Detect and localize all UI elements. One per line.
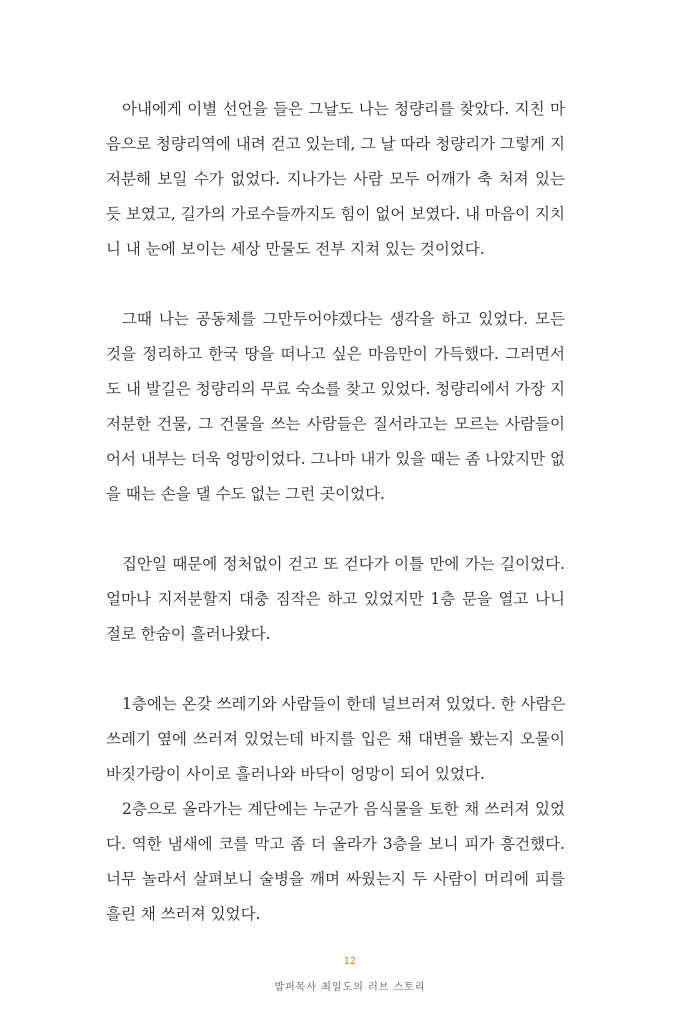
- body-text: [106, 92, 565, 932]
- text-line: 바짓가랑이 사이로 흘러나와 바닥이 엉망이 되어 있었다.: [106, 765, 485, 783]
- text-line: 쓰레기 옆에 쓰러져 있었는데 바지를 입은 채 대변을 봤는지 오물이: [106, 730, 565, 748]
- text-line: 을 때는 손을 댈 수도 없는 그런 곳이었다.: [106, 485, 385, 503]
- paragraph-3: [106, 547, 565, 652]
- text-line: 니 내 눈에 보이는 세상 만물도 전부 지쳐 있는 것이었다.: [106, 240, 485, 258]
- text-line: 아내에게 이별 선언을 들은 그날도 나는 청량리를 찾았다. 지친 마: [122, 100, 565, 118]
- text-line: 듯 보였고, 길가의 가로수들까지도 힘이 없어 보였다. 내 마음이 지치: [106, 205, 565, 223]
- paragraph-gap: [106, 512, 565, 547]
- text-line: 어서 내부는 더욱 엉망이었다. 그나마 내가 있을 때는 좀 나았지만 없: [106, 450, 565, 468]
- text-line: 얼마나 지저분할지 대충 짐작은 하고 있었지만 1층 문을 열고 나니: [106, 590, 565, 608]
- text-line: 다. 역한 냄새에 코를 막고 좀 더 올라가 3층을 보니 피가 흥건했다.: [106, 835, 565, 853]
- text-line: 1층에는 온갖 쓰레기와 사람들이 한데 널브러져 있었다. 한 사람은: [122, 695, 566, 713]
- paragraph-gap: [106, 652, 565, 687]
- text-line: 2층으로 올라가는 계단에는 누군가 음식물을 토한 채 쓰러져 있었: [122, 800, 565, 818]
- text-line: 저분해 보일 수가 없었다. 지나가는 사람 모두 어깨가 축 처져 있는: [106, 170, 565, 188]
- text-line: 도 내 발길은 청량리의 무료 숙소를 찾고 있었다. 청량리에서 가장 지: [106, 380, 565, 398]
- page-number: 12: [343, 956, 357, 967]
- running-title: 밥퍼목사 최일도의 러브 스토리: [274, 982, 426, 993]
- paragraph-4: [106, 687, 565, 792]
- text-line: 너무 놀라서 살펴보니 술병을 깨며 싸웠는지 두 사람이 머리에 피를: [106, 870, 565, 888]
- paragraph-2: [106, 302, 565, 512]
- text-line: 집안일 때문에 정처없이 걷고 또 걷다가 이틀 만에 가는 길이었다.: [122, 555, 565, 573]
- paragraph-1: [106, 92, 565, 267]
- text-line: 그때 나는 공동체를 그만두어야겠다는 생각을 하고 있었다. 모든: [122, 310, 565, 328]
- text-line: 절로 한숨이 흘러나왔다.: [106, 625, 271, 643]
- paragraph-5: [106, 792, 565, 932]
- paragraph-gap: [106, 267, 565, 302]
- text-line: 저분한 건물, 그 건물을 쓰는 사람들은 질서라고는 모르는 사람들이: [106, 415, 565, 433]
- text-line: 것을 정리하고 한국 땅을 떠나고 싶은 마음만이 가득했다. 그러면서: [106, 345, 565, 363]
- text-line: 음으로 청량리역에 내려 걷고 있는데, 그 날 따라 청량리가 그렇게 지: [106, 135, 565, 153]
- text-line: 흘린 채 쓰러져 있었다.: [106, 905, 261, 923]
